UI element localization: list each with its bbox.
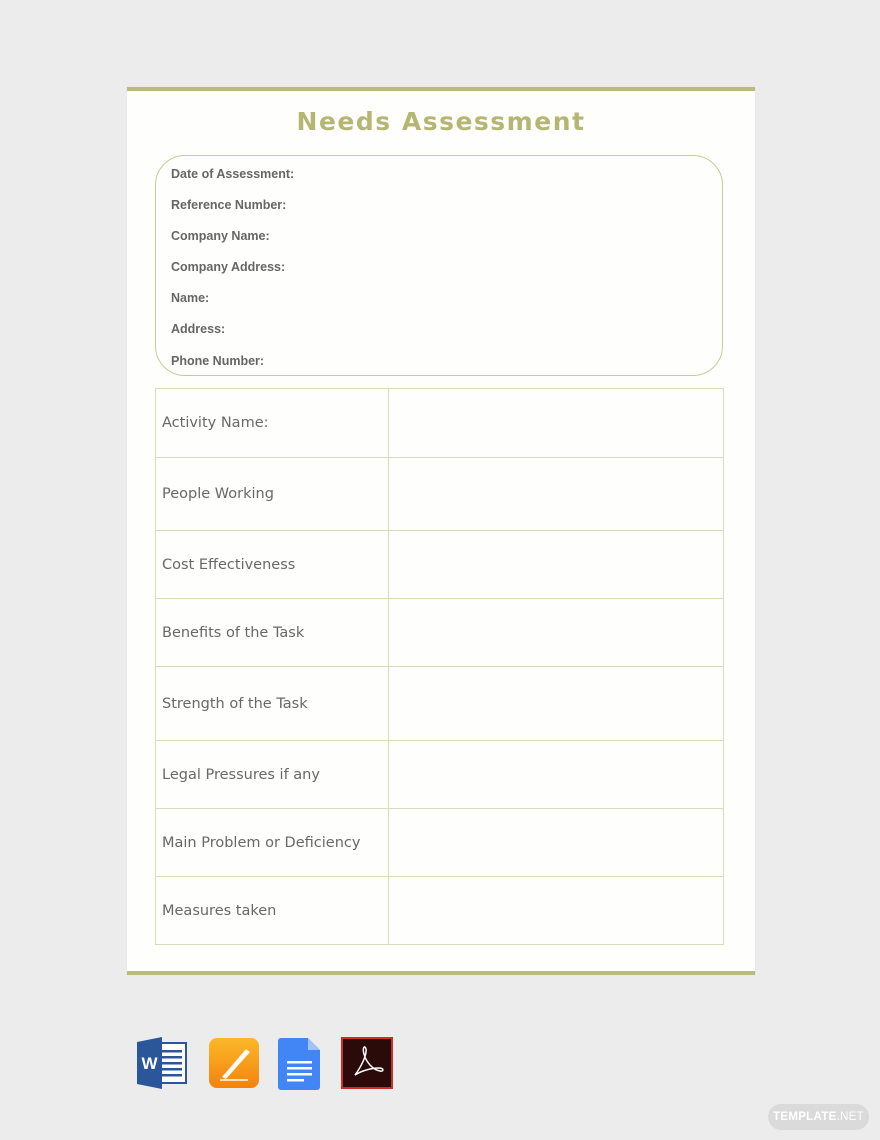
table-row [156,741,724,809]
bottom-accent-bar [127,971,755,975]
table-row [156,599,724,667]
document-page [127,87,755,975]
watermark-light: .NET [836,1111,864,1123]
info-field-phone-number: Phone Number: [171,354,265,368]
table-row [156,667,724,741]
row-label: Measures taken [156,877,389,945]
row-label: Benefits of the Task [156,599,389,667]
row-value-cell[interactable] [389,389,724,458]
row-label: Legal Pressures if any [156,741,389,809]
svg-text:W: W [141,1054,158,1073]
row-value-cell[interactable] [389,599,724,667]
table-row [156,877,724,945]
row-value-cell[interactable] [389,809,724,877]
table-row [156,809,724,877]
info-field-name: Name: [171,291,210,305]
table-row [156,458,724,531]
row-value-cell[interactable] [389,877,724,945]
row-label: Cost Effectiveness [156,531,389,599]
google-docs-icon[interactable] [278,1037,322,1096]
pdf-icon[interactable] [341,1037,393,1094]
word-icon[interactable] [136,1037,188,1094]
row-label: People Working [156,458,389,531]
info-field-company-name: Company Name: [171,229,270,243]
top-accent-bar [127,87,755,91]
assessment-table [155,388,724,945]
row-label: Main Problem or Deficiency [156,809,389,877]
info-box [155,155,723,376]
document-title: Needs Assessment [296,107,586,136]
template-net-watermark [768,1104,869,1130]
row-label: Strength of the Task [156,667,389,741]
table-row [156,531,724,599]
row-value-cell[interactable] [389,741,724,809]
info-field-company-address: Company Address: [171,260,286,274]
row-value-cell[interactable] [389,458,724,531]
pages-icon[interactable] [208,1037,260,1094]
row-label: Activity Name: [156,389,389,458]
info-field-date-of-assessment: Date of Assessment: [171,167,295,181]
info-field-address: Address: [171,322,226,336]
table-row [156,389,724,458]
watermark-bold: TEMPLATE [773,1111,837,1123]
info-field-reference-number: Reference Number: [171,198,287,212]
row-value-cell[interactable] [389,667,724,741]
row-value-cell[interactable] [389,531,724,599]
